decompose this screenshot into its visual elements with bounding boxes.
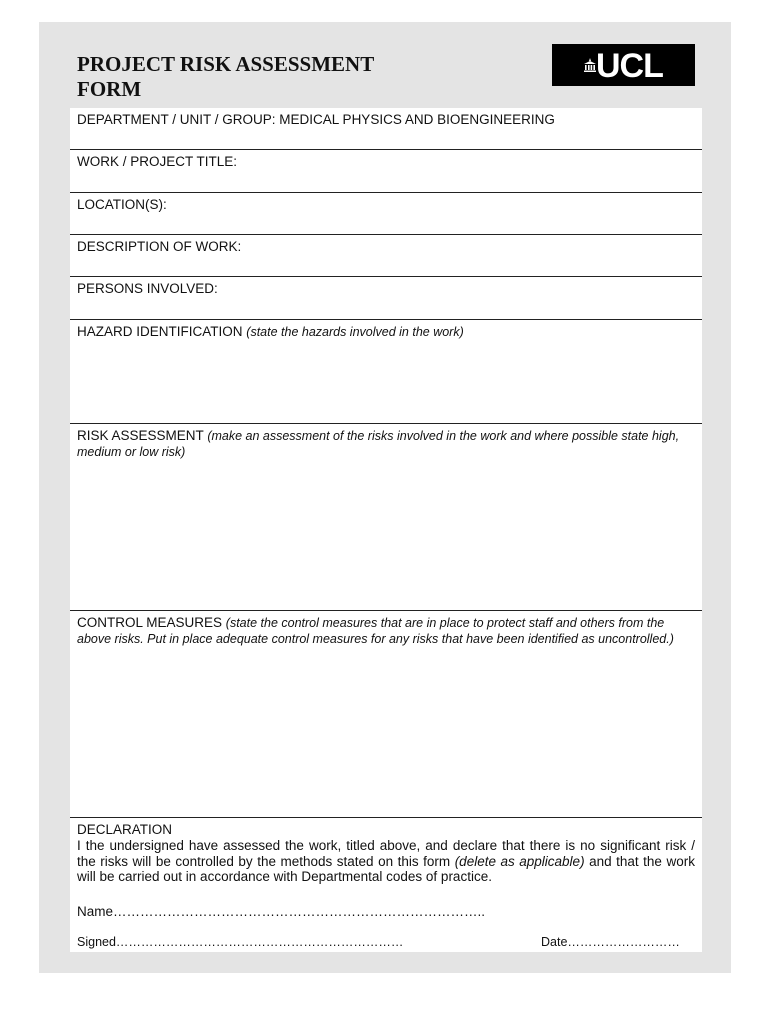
control-hint: (state the control measures that are in place to protect staff and others from the above risks. Put in place adequate control measures for any risks that have been identified as uncontrolled.): [77, 616, 674, 646]
form-title-line2: FORM: [77, 77, 142, 101]
signed-field[interactable]: Signed……………………………………………………………: [77, 935, 404, 949]
section-persons[interactable]: [70, 276, 702, 319]
description-label: DESCRIPTION OF WORK:: [77, 239, 242, 254]
section-description[interactable]: [70, 234, 702, 276]
locations-label: LOCATION(S):: [77, 197, 167, 212]
section-department[interactable]: [70, 108, 702, 150]
risk-label: RISK ASSESSMENT: [77, 428, 204, 443]
section-risk[interactable]: [70, 423, 702, 611]
declaration-heading: DECLARATION: [77, 822, 173, 837]
logo-wordmark: UCL: [596, 47, 663, 85]
declaration-text-part1: I the undersigned have assessed the work, titled above, and declare that there is no significant risk / the risks will be controlled by the methods stated on this form: [77, 838, 695, 869]
department-label: DEPARTMENT / UNIT / GROUP:: [77, 112, 276, 127]
department-value: MEDICAL PHYSICS AND BIOENGINEERING: [279, 112, 555, 127]
section-work-title[interactable]: [70, 149, 702, 192]
section-declaration: [70, 817, 702, 952]
persons-label: PERSONS INVOLVED:: [77, 281, 218, 296]
declaration-text: [77, 838, 695, 885]
control-label: CONTROL MEASURES: [77, 615, 223, 630]
portico-icon: [584, 58, 596, 72]
form-title-line1: PROJECT RISK ASSESSMENT: [77, 52, 375, 76]
section-control[interactable]: [70, 610, 702, 818]
work-title-label: WORK / PROJECT TITLE:: [77, 154, 238, 169]
declaration-text-part2: and that the work will be carried out in accordance with Departmental codes of practice.: [77, 853, 695, 884]
risk-hint: (make an assessment of the risks involved in the work and where possible state high, medium or low risk): [77, 429, 680, 459]
risk-assessment-form: [70, 108, 702, 952]
declaration-text-italic: (delete as applicable): [454, 853, 585, 869]
section-hazard[interactable]: [70, 319, 702, 423]
name-field[interactable]: Name………………………………………………………………………..: [77, 904, 486, 919]
section-locations[interactable]: [70, 192, 702, 234]
date-field[interactable]: Date………………………: [541, 935, 680, 949]
hazard-hint: (state the hazards involved in the work): [246, 325, 464, 339]
hazard-label: HAZARD IDENTIFICATION: [77, 324, 243, 339]
ucl-logo: [552, 44, 695, 86]
form-title: [77, 52, 457, 102]
